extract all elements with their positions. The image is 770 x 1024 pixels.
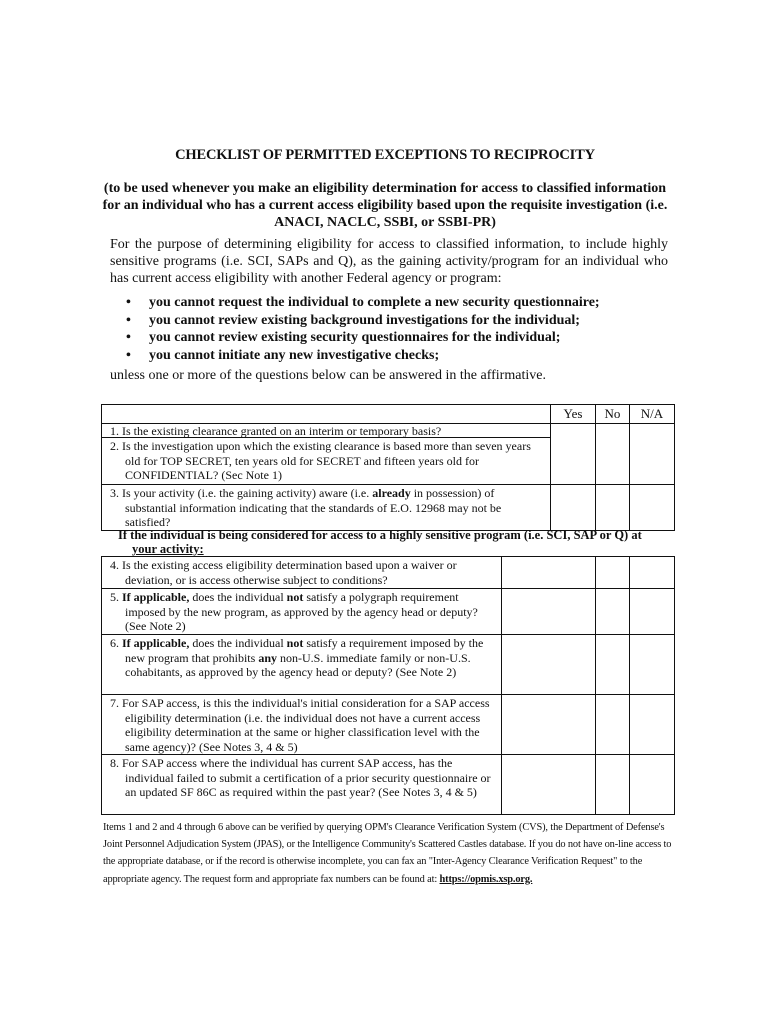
na-header: N/A: [630, 405, 675, 424]
question-1: 1. Is the existing clearance granted on an interim or temporary basis?: [102, 424, 551, 438]
question-6: 6. If applicable, does the individual not satisfy a requirement imposed by the new program that prohibits any non-U.S. immediate family or non-U.S. cohabitants, as approved by the agency head or deputy? (See Note 2): [102, 635, 502, 695]
q7-yes-checkbox[interactable]: [502, 695, 596, 755]
checklist-table-sensitive-programs: [101, 556, 675, 815]
question-3: 3. Is your activity (i.e. the gaining activity) aware (i.e. already in possession) of substantial information indicating that the standards of E.O. 12968 may not be satisfied?: [102, 485, 551, 531]
restriction-item: • you cannot request the individual to complete a new security questionnaire;: [122, 294, 662, 312]
checklist-table-general: [101, 404, 675, 531]
subtitle: (to be used whenever you make an eligibility determination for access to classified information for an individual who has a current access eligibility based upon the requisite investigation (i.e. ANACI, NACLC, SSBI, or SSBI-PR): [102, 181, 668, 230]
yes-header: Yes: [551, 405, 596, 424]
unless-paragraph: unless one or more of the questions below can be answered in the affirmative.: [110, 368, 546, 383]
verification-text: Items 1 and 2 and 4 through 6 above can be verified by querying OPM's Clearance Verification System (CVS), the Department of Defense's Joint Personnel Adjudication System (JPAS), or the Intelligence Community's Scattered Castles database. If you do not have on-line access to the appropriate database, or if the record is otherwise incomplete, you can fax an "Inter-Agency Clearance Verification Request" to the appropriate agency. The request form and appropriate fax numbers can be found at:: [103, 822, 672, 885]
question-4: 4. Is the existing access eligibility determination based upon a waiver or deviation, or is access otherwise subject to conditions?: [102, 557, 502, 589]
q1-q2-no-checkbox[interactable]: [596, 424, 630, 485]
question-7: 7. For SAP access, is this the individual's initial consideration for a SAP access eligibility determination (i.e. the individual does not have a current access eligibility determination at the same or higher classification level with the same agency)? (See Notes 3, 4 & 5): [102, 695, 502, 755]
restriction-item: • you cannot initiate any new investigative checks;: [122, 347, 662, 365]
q6-yes-checkbox[interactable]: [502, 635, 596, 695]
q1-q2-na-checkbox[interactable]: [630, 424, 675, 485]
q4-na-checkbox[interactable]: [630, 557, 675, 589]
q6-no-checkbox[interactable]: [596, 635, 630, 695]
restriction-item: • you cannot review existing security questionnaires for the individual;: [122, 329, 662, 347]
question-8: 8. For SAP access where the individual has current SAP access, has the individual failed to submit a certification of a prior security questionnaire or an updated SF 86C as required within the past year? (See Notes 3, 4 & 5): [102, 755, 502, 815]
q8-no-checkbox[interactable]: [596, 755, 630, 815]
q5-na-checkbox[interactable]: [630, 589, 675, 635]
q6-na-checkbox[interactable]: [630, 635, 675, 695]
verification-note: [103, 819, 675, 888]
intro-paragraph: For the purpose of determining eligibility for access to classified information, to include highly sensitive programs (i.e. SCI, SAPs and Q), as the gaining activity/program for an individual who has current access eligibility with another Federal agency or program:: [110, 237, 668, 286]
q7-na-checkbox[interactable]: [630, 695, 675, 755]
q5-no-checkbox[interactable]: [596, 589, 630, 635]
question-5: 5. If applicable, does the individual not satisfy a polygraph requirement imposed by the new program, as approved by the agency head or deputy? (See Note 2): [102, 589, 502, 635]
page-title: CHECKLIST OF PERMITTED EXCEPTIONS TO RECIPROCITY: [175, 147, 595, 163]
q3-na-checkbox[interactable]: [630, 485, 675, 531]
sap-section-heading: If the individual is being considered for access to a highly sensitive program (i.e. SCI, SAP or Q) at your activity:: [118, 528, 642, 556]
q5-yes-checkbox[interactable]: [502, 589, 596, 635]
restriction-item: • you cannot review existing background investigations for the individual;: [122, 312, 662, 330]
q4-no-checkbox[interactable]: [596, 557, 630, 589]
q7-no-checkbox[interactable]: [596, 695, 630, 755]
opmis-link[interactable]: https://opmis.xsp.org.: [439, 873, 533, 885]
q3-no-checkbox[interactable]: [596, 485, 630, 531]
q1-q2-yes-checkbox[interactable]: [551, 424, 596, 485]
q3-yes-checkbox[interactable]: [551, 485, 596, 531]
header-spacer: [102, 405, 551, 424]
restriction-list: [122, 294, 662, 364]
q8-yes-checkbox[interactable]: [502, 755, 596, 815]
question-2: 2. Is the investigation upon which the existing clearance is based more than seven years old for TOP SECRET, ten years old for SECRET and fifteen years old for CONFIDENTIAL? (Sec Note 1): [102, 438, 551, 485]
no-header: No: [596, 405, 630, 424]
q8-na-checkbox[interactable]: [630, 755, 675, 815]
q4-yes-checkbox[interactable]: [502, 557, 596, 589]
